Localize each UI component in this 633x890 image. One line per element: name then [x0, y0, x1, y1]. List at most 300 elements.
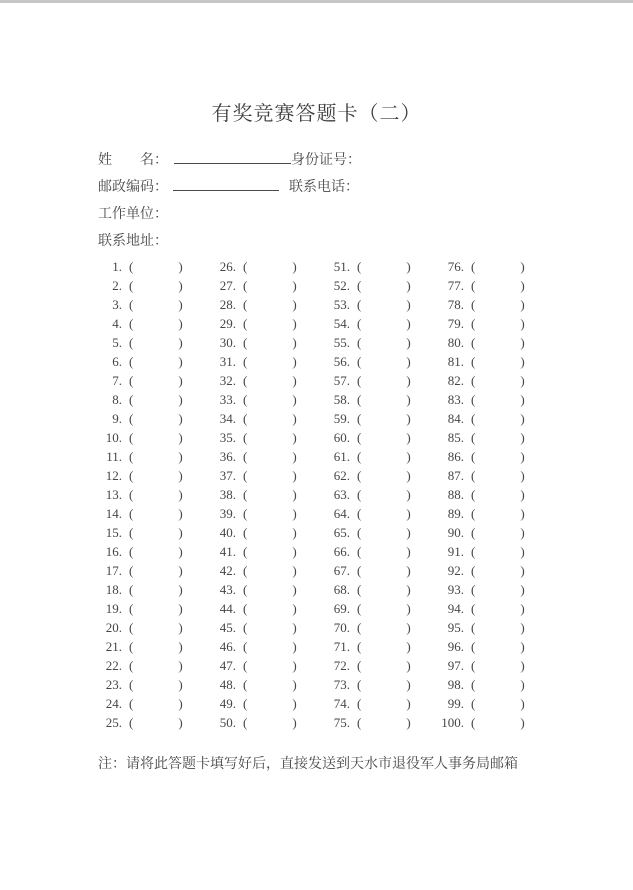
question-number: 83. [447, 392, 464, 407]
answer-cell-2[interactable] [90, 276, 204, 295]
open-paren: ( [129, 544, 134, 559]
answer-blank[interactable] [133, 631, 178, 632]
answer-blank[interactable] [247, 574, 292, 575]
answer-blank[interactable] [361, 517, 406, 518]
question-number: 29. [219, 316, 236, 331]
answer-cell-82[interactable] [432, 371, 546, 390]
answer-blank[interactable] [133, 517, 178, 518]
answer-blank[interactable] [361, 384, 406, 385]
answer-blank[interactable] [133, 327, 178, 328]
answer-cell-18[interactable] [90, 580, 204, 599]
question-number: 27. [219, 278, 236, 293]
answer-cell-33[interactable] [204, 390, 318, 409]
answer-cell-52[interactable] [318, 276, 432, 295]
answer-blank[interactable] [475, 308, 520, 309]
open-paren: ( [243, 259, 248, 274]
answer-cell-84[interactable] [432, 409, 546, 428]
close-paren: ) [178, 373, 183, 388]
answer-cell-15[interactable] [90, 523, 204, 542]
answer-blank[interactable] [475, 612, 520, 613]
answer-blank[interactable] [247, 536, 292, 537]
question-number: 20. [105, 620, 122, 635]
open-paren: ( [357, 639, 362, 654]
answer-blank[interactable] [133, 593, 178, 594]
answer-blank[interactable] [247, 517, 292, 518]
open-paren: ( [243, 468, 248, 483]
answer-blank[interactable] [247, 479, 292, 480]
close-paren: ) [292, 354, 297, 369]
answer-blank[interactable] [133, 289, 178, 290]
close-paren: ) [292, 506, 297, 521]
close-paren: ) [292, 487, 297, 502]
answer-cell-89[interactable] [432, 504, 546, 523]
answer-cell-3[interactable] [90, 295, 204, 314]
answer-blank[interactable] [361, 289, 406, 290]
answer-cell-62[interactable] [318, 466, 432, 485]
answer-cell-14[interactable] [90, 504, 204, 523]
answer-cell-56[interactable] [318, 352, 432, 371]
answer-blank[interactable] [475, 593, 520, 594]
open-paren: ( [243, 354, 248, 369]
close-paren: ) [292, 544, 297, 559]
answer-blank[interactable] [133, 536, 178, 537]
answer-blank[interactable] [361, 346, 406, 347]
open-paren: ( [471, 639, 476, 654]
close-paren: ) [520, 354, 525, 369]
answer-cell-57[interactable] [318, 371, 432, 390]
answer-cell-53[interactable] [318, 295, 432, 314]
answer-cell-96[interactable] [432, 637, 546, 656]
answer-blank[interactable] [475, 555, 520, 556]
answer-cell-72[interactable] [318, 656, 432, 675]
question-number: 74. [333, 696, 350, 711]
answer-cell-87[interactable] [432, 466, 546, 485]
answer-blank[interactable] [133, 669, 178, 670]
answer-cell-34[interactable] [204, 409, 318, 428]
answer-cell-90[interactable] [432, 523, 546, 542]
close-paren: ) [178, 639, 183, 654]
question-number: 77. [447, 278, 464, 293]
question-number: 42. [219, 563, 236, 578]
close-paren: ) [178, 259, 183, 274]
answer-cell-59[interactable] [318, 409, 432, 428]
close-paren: ) [406, 563, 411, 578]
answer-cell-83[interactable] [432, 390, 546, 409]
open-paren: ( [243, 658, 248, 673]
open-paren: ( [357, 468, 362, 483]
answer-blank[interactable] [475, 536, 520, 537]
question-number: 49. [219, 696, 236, 711]
open-paren: ( [129, 373, 134, 388]
answer-cell-9[interactable] [90, 409, 204, 428]
question-number: 15. [105, 525, 122, 540]
answer-blank[interactable] [475, 365, 520, 366]
answer-blank[interactable] [133, 479, 178, 480]
answer-cell-50[interactable] [204, 713, 318, 732]
open-paren: ( [471, 354, 476, 369]
close-paren: ) [178, 696, 183, 711]
answer-cell-48[interactable] [204, 675, 318, 694]
answer-blank[interactable] [475, 403, 520, 404]
answer-cell-11[interactable] [90, 447, 204, 466]
answer-blank[interactable] [475, 574, 520, 575]
open-paren: ( [471, 582, 476, 597]
open-paren: ( [357, 335, 362, 350]
answer-blank[interactable] [361, 669, 406, 670]
answer-cell-22[interactable] [90, 656, 204, 675]
answer-cell-35[interactable] [204, 428, 318, 447]
answer-cell-17[interactable] [90, 561, 204, 580]
close-paren: ) [178, 449, 183, 464]
answer-cell-8[interactable] [90, 390, 204, 409]
answer-cell-51[interactable] [318, 257, 432, 276]
answer-blank[interactable] [133, 308, 178, 309]
answer-cell-21[interactable] [90, 637, 204, 656]
answer-blank[interactable] [133, 555, 178, 556]
answer-blank[interactable] [475, 498, 520, 499]
answer-cell-79[interactable] [432, 314, 546, 333]
answer-cell-10[interactable] [90, 428, 204, 447]
answer-blank[interactable] [247, 384, 292, 385]
open-paren: ( [471, 468, 476, 483]
close-paren: ) [292, 601, 297, 616]
question-number: 73. [333, 677, 350, 692]
question-number: 75. [333, 715, 350, 730]
answer-cell-63[interactable] [318, 485, 432, 504]
answer-blank[interactable] [247, 460, 292, 461]
answer-cell-5[interactable] [90, 333, 204, 352]
close-paren: ) [292, 620, 297, 635]
answer-cell-55[interactable] [318, 333, 432, 352]
question-number: 18. [105, 582, 122, 597]
close-paren: ) [520, 297, 525, 312]
answer-cell-46[interactable] [204, 637, 318, 656]
question-number: 23. [105, 677, 122, 692]
answer-cell-75[interactable] [318, 713, 432, 732]
answer-blank[interactable] [133, 707, 178, 708]
answer-blank[interactable] [361, 308, 406, 309]
answer-blank[interactable] [247, 688, 292, 689]
open-paren: ( [357, 715, 362, 730]
answer-cell-78[interactable] [432, 295, 546, 314]
open-paren: ( [471, 601, 476, 616]
answer-blank[interactable] [247, 498, 292, 499]
answer-cell-64[interactable] [318, 504, 432, 523]
answer-cell-88[interactable] [432, 485, 546, 504]
open-paren: ( [471, 544, 476, 559]
answer-blank[interactable] [361, 593, 406, 594]
answer-cell-25[interactable] [90, 713, 204, 732]
question-number: 30. [219, 335, 236, 350]
answer-cell-74[interactable] [318, 694, 432, 713]
question-number: 90. [447, 525, 464, 540]
answer-blank[interactable] [361, 403, 406, 404]
answer-blank[interactable] [361, 650, 406, 651]
open-paren: ( [357, 658, 362, 673]
answer-cell-27[interactable] [204, 276, 318, 295]
question-number: 3. [112, 297, 122, 312]
answer-blank[interactable] [361, 726, 406, 727]
answer-blank[interactable] [247, 289, 292, 290]
open-paren: ( [129, 620, 134, 635]
answer-blank[interactable] [361, 441, 406, 442]
question-number: 10. [105, 430, 122, 445]
answer-cell-66[interactable] [318, 542, 432, 561]
answer-cell-29[interactable] [204, 314, 318, 333]
answer-blank[interactable] [361, 460, 406, 461]
answer-blank[interactable] [247, 669, 292, 670]
open-paren: ( [129, 525, 134, 540]
open-paren: ( [243, 544, 248, 559]
open-paren: ( [357, 449, 362, 464]
answer-blank[interactable] [247, 650, 292, 651]
answer-cell-43[interactable] [204, 580, 318, 599]
answer-blank[interactable] [475, 479, 520, 480]
question-number: 22. [105, 658, 122, 673]
close-paren: ) [520, 373, 525, 388]
answer-blank[interactable] [475, 631, 520, 632]
answer-cell-41[interactable] [204, 542, 318, 561]
answer-blank[interactable] [475, 384, 520, 385]
answer-cell-45[interactable] [204, 618, 318, 637]
open-paren: ( [129, 316, 134, 331]
answer-blank[interactable] [247, 593, 292, 594]
answer-blank[interactable] [475, 289, 520, 290]
answer-blank[interactable] [133, 270, 178, 271]
close-paren: ) [520, 620, 525, 635]
question-number: 46. [219, 639, 236, 654]
close-paren: ) [520, 582, 525, 597]
open-paren: ( [471, 449, 476, 464]
answer-blank[interactable] [361, 365, 406, 366]
answer-blank[interactable] [475, 441, 520, 442]
close-paren: ) [406, 297, 411, 312]
answer-cell-26[interactable] [204, 257, 318, 276]
answer-blank[interactable] [475, 422, 520, 423]
answer-blank[interactable] [475, 346, 520, 347]
answer-cell-24[interactable] [90, 694, 204, 713]
answer-cell-4[interactable] [90, 314, 204, 333]
answer-cell-12[interactable] [90, 466, 204, 485]
question-number: 56. [333, 354, 350, 369]
answer-cell-47[interactable] [204, 656, 318, 675]
close-paren: ) [520, 715, 525, 730]
open-paren: ( [357, 601, 362, 616]
question-number: 95. [447, 620, 464, 635]
answer-blank[interactable] [247, 270, 292, 271]
name-field[interactable] [174, 149, 291, 164]
open-paren: ( [471, 715, 476, 730]
answer-blank[interactable] [475, 270, 520, 271]
answer-blank[interactable] [361, 574, 406, 575]
answer-blank[interactable] [361, 536, 406, 537]
answer-blank[interactable] [247, 422, 292, 423]
answer-cell-44[interactable] [204, 599, 318, 618]
answer-cell-85[interactable] [432, 428, 546, 447]
answer-blank[interactable] [475, 688, 520, 689]
answer-cell-30[interactable] [204, 333, 318, 352]
answer-cell-76[interactable] [432, 257, 546, 276]
answer-blank[interactable] [133, 650, 178, 651]
answer-cell-73[interactable] [318, 675, 432, 694]
answer-blank[interactable] [247, 555, 292, 556]
open-paren: ( [471, 278, 476, 293]
open-paren: ( [357, 316, 362, 331]
close-paren: ) [178, 544, 183, 559]
answer-blank[interactable] [247, 346, 292, 347]
question-number: 100. [441, 715, 464, 730]
answer-cell-7[interactable] [90, 371, 204, 390]
answer-cell-36[interactable] [204, 447, 318, 466]
name-label: 姓 名： [98, 153, 168, 168]
answer-blank[interactable] [361, 631, 406, 632]
answer-cell-20[interactable] [90, 618, 204, 637]
close-paren: ) [520, 696, 525, 711]
answer-cell-39[interactable] [204, 504, 318, 523]
open-paren: ( [129, 411, 134, 426]
open-paren: ( [357, 677, 362, 692]
answer-blank[interactable] [133, 688, 178, 689]
answer-blank[interactable] [133, 726, 178, 727]
answer-cell-16[interactable] [90, 542, 204, 561]
answer-blank[interactable] [361, 327, 406, 328]
answer-cell-61[interactable] [318, 447, 432, 466]
question-number: 60. [333, 430, 350, 445]
close-paren: ) [406, 278, 411, 293]
answer-blank[interactable] [247, 403, 292, 404]
answer-cell-28[interactable] [204, 295, 318, 314]
postal-code-field[interactable] [173, 176, 279, 191]
question-number: 93. [447, 582, 464, 597]
answer-blank[interactable] [361, 707, 406, 708]
answer-cell-71[interactable] [318, 637, 432, 656]
answer-blank[interactable] [247, 707, 292, 708]
answer-blank[interactable] [361, 555, 406, 556]
answer-cell-70[interactable] [318, 618, 432, 637]
answer-blank[interactable] [475, 707, 520, 708]
answer-blank[interactable] [133, 460, 178, 461]
answer-cell-13[interactable] [90, 485, 204, 504]
answer-cell-98[interactable] [432, 675, 546, 694]
answer-cell-1[interactable] [90, 257, 204, 276]
answer-cell-93[interactable] [432, 580, 546, 599]
answer-cell-94[interactable] [432, 599, 546, 618]
question-number: 12. [105, 468, 122, 483]
answer-cell-58[interactable] [318, 390, 432, 409]
answer-blank[interactable] [133, 346, 178, 347]
answer-blank[interactable] [133, 403, 178, 404]
answer-cell-77[interactable] [432, 276, 546, 295]
answer-cell-32[interactable] [204, 371, 318, 390]
question-number: 32. [219, 373, 236, 388]
answer-cell-60[interactable] [318, 428, 432, 447]
open-paren: ( [129, 392, 134, 407]
answer-blank[interactable] [475, 669, 520, 670]
answer-blank[interactable] [247, 327, 292, 328]
answer-blank[interactable] [475, 650, 520, 651]
answer-cell-54[interactable] [318, 314, 432, 333]
answer-cell-81[interactable] [432, 352, 546, 371]
answer-cell-69[interactable] [318, 599, 432, 618]
question-number: 6. [112, 354, 122, 369]
answer-cell-38[interactable] [204, 485, 318, 504]
question-number: 11. [106, 449, 122, 464]
open-paren: ( [129, 696, 134, 711]
answer-blank[interactable] [247, 365, 292, 366]
answer-cell-65[interactable] [318, 523, 432, 542]
form-row-work-unit [98, 201, 633, 228]
close-paren: ) [178, 582, 183, 597]
answer-blank[interactable] [475, 460, 520, 461]
answer-blank[interactable] [247, 612, 292, 613]
answer-blank[interactable] [247, 308, 292, 309]
close-paren: ) [520, 639, 525, 654]
answer-cell-100[interactable] [432, 713, 546, 732]
answer-blank[interactable] [133, 498, 178, 499]
answer-blank[interactable] [247, 726, 292, 727]
open-paren: ( [129, 259, 134, 274]
answer-cell-95[interactable] [432, 618, 546, 637]
question-number: 39. [219, 506, 236, 521]
answer-cell-86[interactable] [432, 447, 546, 466]
answer-cell-23[interactable] [90, 675, 204, 694]
answer-cell-80[interactable] [432, 333, 546, 352]
answer-cell-67[interactable] [318, 561, 432, 580]
answer-blank[interactable] [247, 631, 292, 632]
answer-blank[interactable] [361, 479, 406, 480]
answer-blank[interactable] [133, 422, 178, 423]
answer-cell-68[interactable] [318, 580, 432, 599]
answer-cell-92[interactable] [432, 561, 546, 580]
question-number: 41. [219, 544, 236, 559]
answer-column-2 [204, 257, 318, 732]
answer-cell-31[interactable] [204, 352, 318, 371]
answer-blank[interactable] [475, 726, 520, 727]
answer-blank[interactable] [361, 688, 406, 689]
question-number: 79. [447, 316, 464, 331]
answer-blank[interactable] [361, 498, 406, 499]
question-number: 64. [333, 506, 350, 521]
question-number: 66. [333, 544, 350, 559]
answer-cell-91[interactable] [432, 542, 546, 561]
answer-cell-19[interactable] [90, 599, 204, 618]
answer-blank[interactable] [475, 517, 520, 518]
open-paren: ( [243, 582, 248, 597]
answer-cell-99[interactable] [432, 694, 546, 713]
answer-cell-97[interactable] [432, 656, 546, 675]
answer-cell-49[interactable] [204, 694, 318, 713]
open-paren: ( [357, 297, 362, 312]
answer-blank[interactable] [133, 384, 178, 385]
answer-cell-6[interactable] [90, 352, 204, 371]
answer-blank[interactable] [361, 422, 406, 423]
close-paren: ) [178, 411, 183, 426]
answer-blank[interactable] [475, 327, 520, 328]
answer-blank[interactable] [361, 270, 406, 271]
close-paren: ) [520, 316, 525, 331]
answer-blank[interactable] [247, 441, 292, 442]
open-paren: ( [129, 639, 134, 654]
answer-blank[interactable] [133, 441, 178, 442]
answer-blank[interactable] [133, 574, 178, 575]
answer-blank[interactable] [133, 365, 178, 366]
answer-cell-40[interactable] [204, 523, 318, 542]
answer-cell-42[interactable] [204, 561, 318, 580]
answer-cell-37[interactable] [204, 466, 318, 485]
answer-blank[interactable] [133, 612, 178, 613]
answer-blank[interactable] [361, 612, 406, 613]
question-number: 43. [219, 582, 236, 597]
